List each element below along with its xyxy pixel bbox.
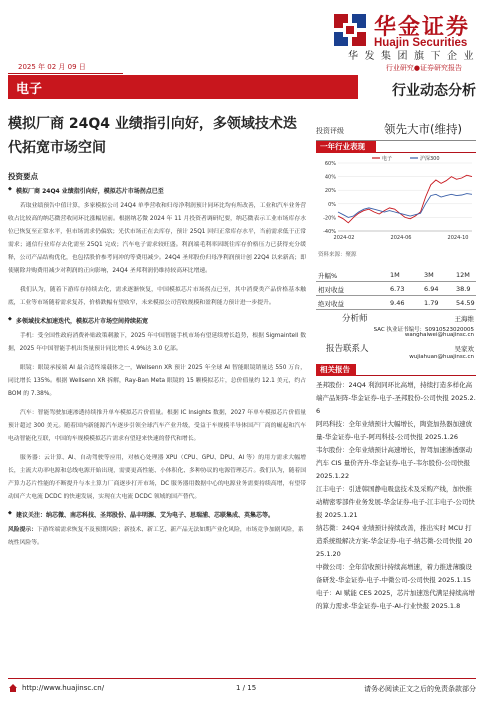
performance-heading	[316, 141, 476, 153]
related-item[interactable]: 圣邦股份：24Q4 利润同环比高增，持续打造多样化高端产品矩阵-华金证券-电子-圣邦股份-公司快报 2025.2.6	[316, 381, 476, 415]
bullet-heading: ◆ 多领域技术加速迭代，模拟芯片市场空间持续拓宽	[8, 316, 306, 325]
table-header-cell: 升幅%	[318, 272, 338, 280]
huajin-logo-icon	[330, 10, 370, 50]
table-header-row	[316, 268, 476, 282]
footer-url[interactable]: http://www.huajinsc.cn/	[22, 684, 105, 692]
home-icon	[8, 683, 18, 693]
x-tick-label: 2024-06	[390, 235, 412, 241]
performance-chart	[316, 153, 476, 246]
report-date: 2025 年 02 月 09 日	[18, 63, 86, 71]
table-header-cell: 12M	[456, 271, 470, 279]
table-cell: 38.9	[456, 285, 471, 293]
contact-name: 吴家欢	[454, 345, 474, 353]
table-row	[316, 296, 476, 310]
paragraph: 汽车：智能驾驶加速渗透持续推升单车模拟芯片价值量。根据 IC Insights 数据，2027 年单车模拟芯片价值量预计超过 300 美元。随着国内新能源汽车逐步引领全球汽车产业升级，受益于车规模半导体国产厂商的崛起和汽车电动智能化互联，中国的车规模模拟芯片需求有望迎来快速的替代和增长。	[8, 410, 306, 442]
related-item[interactable]: 纳芯微：24Q4 业绩预计持续改善，推出实时 MCU 打造系统级解决方案-华金证券-电子-纳芯微-公司快报 2025.1.20	[316, 524, 473, 558]
related-heading-label: 相关报告	[320, 365, 350, 374]
bullet-heading: ◆ 建议关注：纳芯微、南芯科技、圣邦股份、晶丰明源、艾为电子、思瑞浦、芯联集成、英集芯等。	[8, 510, 306, 519]
risk-text: 下游终端需求恢复不及预期风险；新技术、新工艺、新产品无法如期产业化风险，市场竞争加剧风险，系统性风险等。	[8, 527, 304, 546]
footer-divider	[8, 678, 476, 679]
y-tick-label: 0%	[328, 201, 336, 208]
rating-label: 投资评级	[316, 127, 344, 135]
risk-note	[8, 524, 306, 550]
performance-table	[316, 268, 476, 310]
analyst-sac: SAC 执业证书编号：S0910523020005	[373, 327, 474, 333]
main-body	[8, 171, 306, 550]
related-tab	[316, 364, 356, 376]
brand-name-cn: 华金证券	[374, 15, 471, 40]
x-tick-label: 2024-10	[447, 235, 469, 241]
related-item[interactable]: 阿玛科技：全年业绩预计大幅增长，陶瓷加热器加速放量-华金证券-电子-阿玛科技-公司快报 2025.1.26	[316, 420, 472, 441]
table-cell: 相对收益	[318, 286, 344, 294]
paragraph: 眼镜：眼镜承接端 AI 最合适终端载体之一，Wellsenn XR 预计 2025 年全球 AI 智能眼镜销量达 550 万台，同比增长 135%。根据 Wellsenn XR 拆解，Ray-Ban Meta 眼镜的 15 颗模拟芯片，总价值量约 12.1 美元，约占 BOM 的 7.38%。	[8, 365, 306, 397]
series-line-industry	[338, 175, 472, 223]
related-item[interactable]: 中微公司：全年营收预计持续高增速，着力推进薄膜设备研发-华金证券-电子-中微公司-公司快报 2025.1.15	[316, 563, 472, 584]
paragraph: 我们认为，随着下游库存持续去化，需求逐渐恢复，中国模拟芯片市场拐点已至，其中消费类产品价格基本触底，工业等市场随着需求复苏，价格跌幅有望收窄，未来模拟公司营收规模和盈利能力预计进一步提升。	[8, 287, 306, 306]
report-kind: 行业动态分析	[392, 83, 476, 99]
table-cell: 6.94	[424, 285, 439, 293]
legend-label: 电子	[382, 156, 393, 162]
y-tick-label: 20%	[324, 188, 336, 195]
related-heading	[316, 364, 476, 376]
table-cell: 绝对收益	[318, 300, 344, 308]
contact-role: 报告联系人	[326, 344, 369, 354]
report-title: 模拟厂商 24Q4 业绩指引向好，多领域技术迭代拓宽市场空间	[8, 116, 297, 156]
section-heading: 投资要点	[8, 172, 38, 181]
industry-tag	[8, 75, 358, 99]
related-list	[316, 379, 476, 613]
analyst-name: 王海维	[454, 315, 474, 323]
brand-name-en: Huajin Securities	[374, 37, 468, 49]
related-item[interactable]: 韦尔股份：全年业绩预计高速增长，智驾加速渗透驱动汽车 CIS 量价齐升-华金证券-电子-韦尔股份-公司快报 2025.1.22	[316, 446, 472, 480]
table-header-cell: 3M	[424, 271, 434, 279]
contact-email[interactable]: wujiahuan@huajinsc.cn	[409, 354, 474, 360]
y-tick-label: -20%	[323, 215, 336, 222]
report-type: 行业研究●证券研究报告	[385, 64, 462, 72]
chart-source: 资料来源：聚源	[318, 252, 357, 258]
y-tick-label: 40%	[324, 174, 336, 181]
industry-band	[8, 75, 476, 99]
paragraph: 服务器：云计算、AI、自动驾驶等应用，对核心处理器 XPU（CPU、GPU、DPU、AI 等）的用力需求大幅增长，主流大功率电源和总线电源开始出现，需要更高性能、小体积化、多种协议的电源管理芯片。我们认为，随着国产算力芯片性能的不断提升与本土算力厂商逐步打开市场，DC 服务器用数据中心的电源业务需要持续高增，有望带动国产大电流 DCDC 的快速发展，实现在大电流 DCDC 领域的国产替代。	[8, 455, 306, 500]
bullet-heading: ◆ 模拟厂商 24Q4 业绩指引向好，模拟芯片市场拐点已至	[8, 186, 306, 195]
performance-chart-svg	[316, 153, 476, 246]
industry-label: 电子	[16, 82, 43, 97]
y-tick-label: 60%	[324, 161, 336, 167]
related-item[interactable]: 江丰电子：引进韩国静电吸盘技术及采购产线，加快推动精密零部件业务发展-华金证券-电子-江丰电子-公司快报 2025.1.21	[316, 485, 475, 519]
x-tick-label: 2024-02	[333, 235, 355, 241]
table-cell: 54.59	[456, 299, 475, 307]
legend-label: 沪深300	[420, 156, 440, 162]
risk-label: 风险提示：	[8, 527, 37, 533]
performance-tab	[316, 141, 376, 153]
table-header-cell: 1M	[390, 271, 400, 279]
y-tick-label: -40%	[323, 229, 336, 235]
paragraph: 手机：受全国性政府消费补贴政策刺激下，2025 年中国智能手机市场有望延续增长趋势，根据 Sigmaintell 数据，2025 年中国智能手机出货量预计同比增长 4.9%达 3.0 亿部。	[8, 333, 306, 352]
analyst-role: 分析师	[342, 314, 368, 324]
rating-value: 领先大市(维持)	[384, 122, 462, 136]
table-cell: 6.73	[390, 285, 405, 293]
table-row	[316, 282, 476, 296]
paragraph: 若取业绩预告中值计算，多家模拟公司 24Q4 单季营收和归母净利润预计同环比均有所改善，工业和汽车业务营收占比较高的纳芯微营收同环比涨幅居前。根据纳芯微 2024 年 11 月投资者调研纪要，纳芯微表示工业市场库存水位已恢复至正常水平，但市场需求仍偏软；光伏市场正在去库存，预计 25Q1 回归正常库存水平，当前需求低于正常需求；通信行业库存去化需至 25Q1 完成；汽车电子需求较旺盛。利润端毛利率因既往库存价格压力已获得充分缓释，公司产品结构优化，也包括股价参考同冲的等费用减少。24Q4 圣邦股份归母净利润预计创 22Q4 以来新高；即使剔除并购费用减少对利润的正向影响，24Q4 圣邦利润仍维持较高环比增速。	[8, 203, 306, 274]
analyst-email[interactable]: wanghaiwei@huajinsc.cn	[404, 332, 474, 338]
performance-heading-label: 一年行业表现	[320, 142, 365, 151]
related-item[interactable]: 电子：AI 赋能 CES 2025，芯片加速迭代满足持续高增的算力需求-华金证券-电子-AI-行业快报 2025.1.8	[316, 589, 475, 610]
slogan: 华发集团旗下企业	[348, 51, 480, 62]
page-number: 1 / 15	[236, 684, 257, 692]
analyst-block	[316, 312, 476, 360]
table-cell: 9.46	[390, 299, 405, 307]
table-cell: 1.79	[424, 299, 439, 307]
disclaimer-note: 请务必阅读正文之后的免责条款部分	[364, 685, 476, 693]
